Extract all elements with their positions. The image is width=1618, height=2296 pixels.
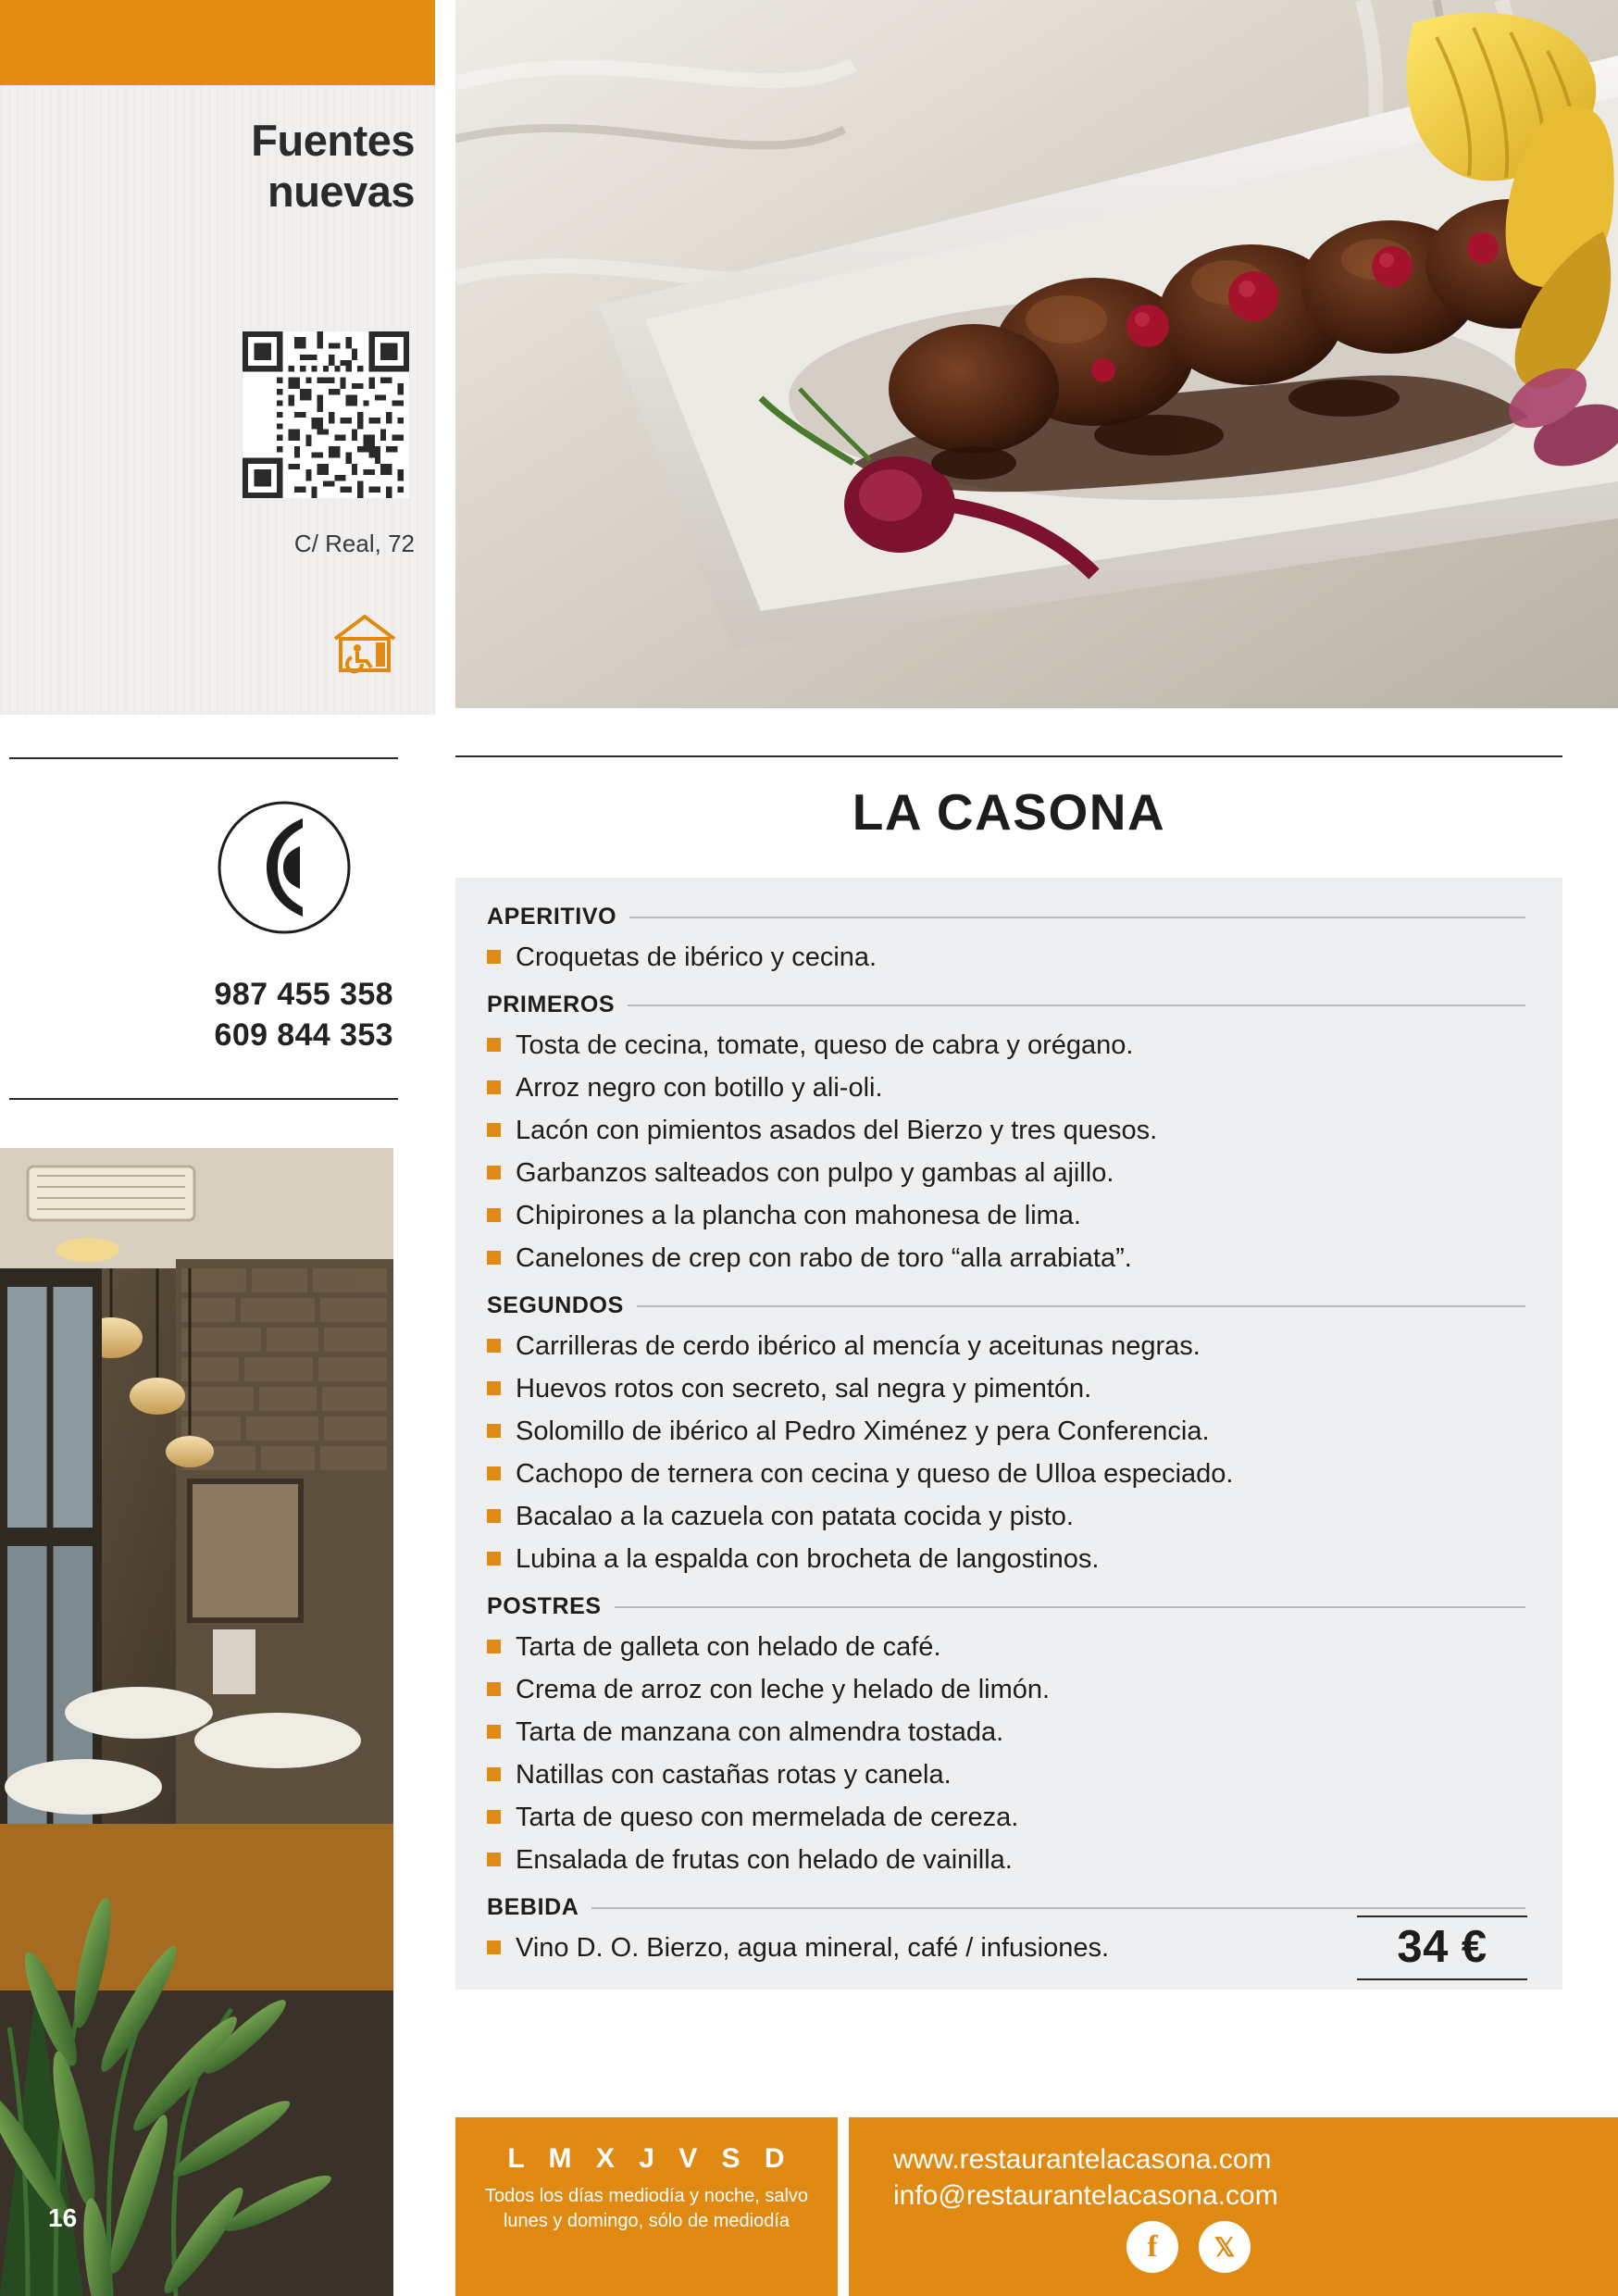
menu-item [455,1152,1562,1194]
x-twitter-icon[interactable]: 𝕏 [1199,2221,1251,2273]
page-title: LA CASONA [852,783,1166,841]
schedule-line-1: Todos los días mediodía y [484,2186,700,2206]
menu-item [455,1753,1562,1796]
orange-top-bar [0,0,435,85]
menu-section-header [455,1283,1562,1325]
bullet-icon [487,1381,501,1395]
wheelchair-access-icon [330,611,400,674]
page-number: 16 [48,2203,78,2232]
phone-number-2: 609 844 353 [214,1017,393,1053]
dish-photo [455,0,1618,708]
phone-numbers [0,975,393,1055]
divider [9,757,398,759]
section-label-segundos: SEGUNDOS [487,1292,624,1319]
menu-item-text: Cachopo de ternera con cecina y queso de Ulloa especiado. [516,1459,1234,1490]
qr-code-icon[interactable] [243,331,409,498]
left-sidebar [0,0,435,2296]
menu-item-text: Garbanzos salteados con pulpo y gambas al ajillo. [516,1158,1114,1189]
menu-item-text: Croquetas de ibérico y cecina. [516,942,877,972]
bullet-icon [487,1640,501,1653]
bullet-icon [487,1767,501,1781]
menu-item-text: Canelones de crep con rabo de toro “alla arrabiata”. [516,1243,1132,1274]
restaurant-interior-photo [0,1148,393,2296]
section-label-primeros: PRIMEROS [487,992,616,1018]
address-text: C/ Real, 72 [293,530,415,557]
menu-list [455,878,1562,1990]
menu-item [455,1024,1562,1067]
bullet-icon [487,950,501,964]
schedule-panel [455,2117,838,2296]
menu-section-header [455,1584,1562,1626]
website-link[interactable]: www.restaurantelacasona.com [893,2144,1272,2175]
section-rule [591,1907,1525,1909]
menu-item-text: Tarta de queso con mermelada de cereza. [516,1803,1019,1833]
menu-item [455,1067,1562,1109]
section-label-aperitivo: APERITIVO [487,904,617,930]
contact-links [849,2117,1618,2214]
menu-item [455,1538,1562,1580]
menu-item-text: Chipirones a la plancha con mahonesa de lima. [516,1201,1081,1231]
menu-item [455,1367,1562,1410]
brand-line-1: Fuentes [251,116,415,165]
menu-item-text: Tarta de galleta con helado de café. [516,1632,941,1663]
menu-item-text: Tarta de manzana con almendra tostada. [516,1717,1004,1748]
menu-item-text: Lacón con pimientos asados del Bierzo y tres quesos. [516,1116,1158,1146]
bullet-icon [487,1080,501,1094]
bullet-icon [487,1251,501,1265]
bullet-icon [487,1509,501,1523]
menu-item [455,1194,1562,1237]
price-badge [1357,1915,1527,1980]
menu-section-header [455,982,1562,1024]
section-label-postres: POSTRES [487,1593,602,1620]
email-link[interactable]: info@restaurantelacasona.com [893,2180,1278,2211]
menu-item-text: Natillas con castañas rotas y canela. [516,1760,952,1791]
divider [9,1098,398,1100]
bullet-icon [487,1166,501,1179]
menu-item-text: Arroz negro con botillo y ali-oli. [516,1073,883,1104]
menu-item-text: Vino D. O. Bierzo, agua mineral, café / infusiones. [516,1933,1110,1964]
brand-line-2: nuevas [268,166,415,216]
menu-section-header [455,894,1562,936]
bullet-icon [487,1853,501,1866]
menu-item [455,1109,1562,1152]
brand-name [0,116,415,217]
menu-item [455,1325,1562,1367]
phone-number-1: 987 455 358 [214,977,393,1012]
bullet-icon [487,1725,501,1739]
menu-item-text: Crema de arroz con leche y helado de limón. [516,1675,1051,1705]
divider [455,755,1562,757]
price-rule-bottom [1357,1978,1527,1980]
menu-column [455,708,1618,2296]
menu-item [455,1495,1562,1538]
bullet-icon [487,1810,501,1824]
menu-item-text: Solomillo de ibérico al Pedro Ximénez y pera Conferencia. [516,1416,1210,1447]
section-rule [637,1305,1525,1307]
bullet-icon [487,1682,501,1696]
social-links [1126,2221,1251,2273]
menu-item [455,1796,1562,1839]
menu-item [455,1626,1562,1668]
menu-item [455,1668,1562,1711]
section-rule [629,917,1525,918]
opening-days: L M X J V S D [507,2143,793,2174]
menu-item [455,936,1562,979]
menu-item [455,1711,1562,1753]
menu-item-text: Bacalao a la cazuela con patata cocida y pisto. [516,1502,1074,1532]
contact-panel [849,2117,1618,2296]
menu-item [455,1839,1562,1881]
menu-item [455,1410,1562,1453]
bullet-icon [487,1208,501,1222]
menu-item-text: Lubina a la espalda con brocheta de langostinos. [516,1544,1100,1575]
bullet-icon [487,1123,501,1137]
bullet-icon [487,1940,501,1954]
menu-item-text: Carrilleras de cerdo ibérico al mencía y aceitunas negras. [516,1331,1201,1362]
section-label-bebida: BEBIDA [487,1894,579,1921]
menu-item-text: Tosta de cecina, tomate, queso de cabra y orégano. [516,1030,1134,1061]
menu-item [455,1453,1562,1495]
schedule-line-3: sólo de mediodía [648,2211,790,2231]
price-value: 34 € [1397,1922,1487,1973]
bullet-icon [487,1552,501,1566]
footer [455,2117,1618,2296]
bullet-icon [487,1424,501,1438]
schedule-text [455,2175,838,2234]
menu-item-text: Huevos rotos con secreto, sal negra y pimentón. [516,1374,1092,1404]
bullet-icon [487,1466,501,1480]
telephone-icon [215,798,354,937]
section-rule [615,1606,1525,1608]
facebook-icon[interactable]: f [1126,2221,1178,2273]
menu-item-text: Ensalada de frutas con helado de vainilla. [516,1845,1013,1876]
menu-item [455,1237,1562,1279]
bullet-icon [487,1038,501,1052]
bullet-icon [487,1339,501,1353]
schedule-line-2: noche, salvo lunes y domingo, [503,2186,809,2231]
section-rule [628,1004,1525,1006]
